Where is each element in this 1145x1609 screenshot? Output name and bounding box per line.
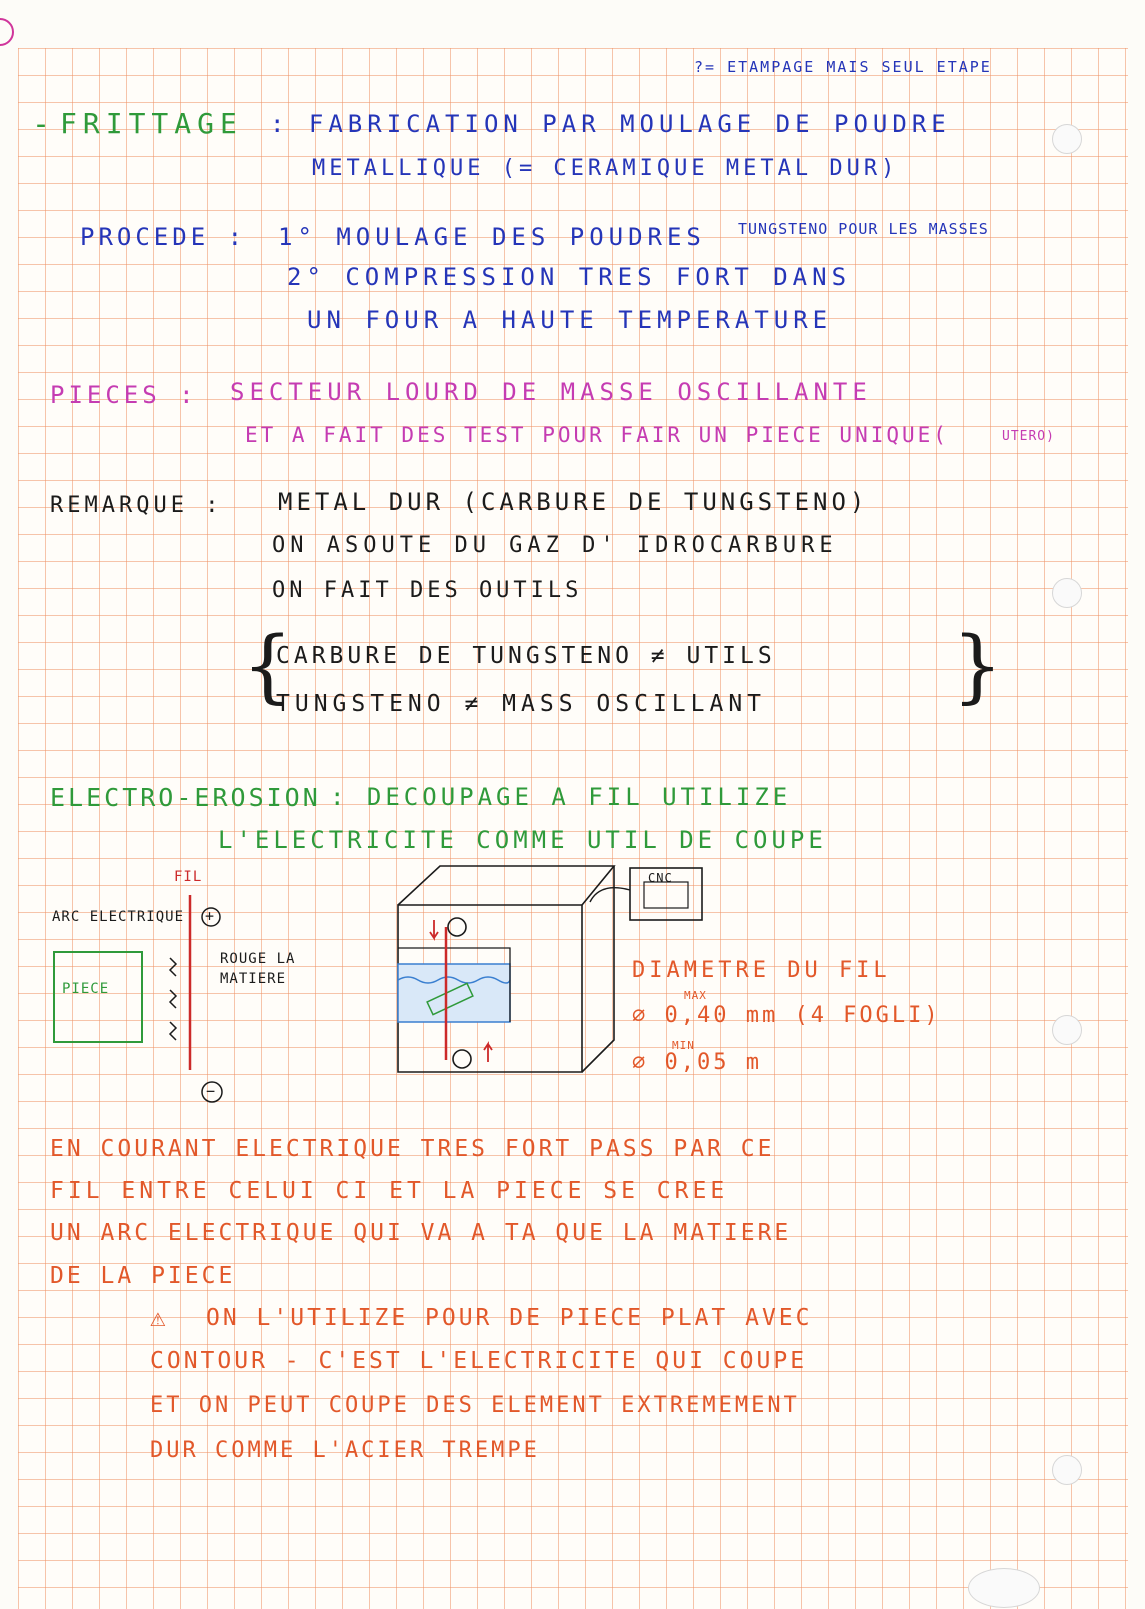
cnc-label: CNC (648, 871, 673, 885)
section-title-electro-erosion: ELECTRO-EROSION (50, 783, 321, 812)
electro-line-1: : DECOUPAGE A FIL UTILIZE (330, 783, 792, 811)
remarque-line-3: ON FAIT DES OUTILS (272, 578, 583, 603)
plus-label: + (205, 907, 215, 925)
rouge-line-2: MATIERE (220, 971, 287, 987)
procede-step-1: 1° MOULAGE DES POUDRES (278, 223, 706, 251)
frittage-line-2: METALLIQUE (= CERAMIQUE METAL DUR) (312, 156, 899, 181)
pieces-line-2: ET A FAIT DES TEST POUR FAIR UN PIECE UNIQUE( (245, 423, 949, 447)
machine-top (398, 866, 614, 905)
note-line-3: ET ON PEUT COUPE DES ELEMENT EXTREMEMENT (150, 1393, 800, 1418)
min-label: MIN (672, 1039, 695, 1052)
explanation-line-1: EN COURANT ELECTRIQUE TRES FORT PASS PAR CE (50, 1136, 775, 1162)
max-label: MAX (684, 989, 707, 1002)
pieces-label: PIECES : (50, 381, 198, 409)
procede-step-1-small: TUNGSTENO POUR LES MASSES (738, 220, 989, 238)
left-brace: { (242, 619, 293, 712)
brace-line-2: TUNGSTENO ≠ MASS OSCILLANT (276, 691, 767, 717)
procede-step-2b: UN FOUR A HAUTE TEMPERATURE (307, 306, 833, 334)
note-line-2: CONTOUR - C'EST L'ELECTRICITE QUI COUPE (150, 1348, 808, 1374)
explanation-line-2: FIL ENTRE CELUI CI ET LA PIECE SE CREE (50, 1178, 729, 1204)
note-line-1: ON L'UTILIZE POUR DE PIECE PLAT AVEC (206, 1305, 813, 1331)
min-value: ∅ 0,05 m (632, 1050, 762, 1075)
pieces-line-1: SECTEUR LOURD DE MASSE OSCILLANTE (230, 378, 872, 406)
note-line-4: DUR COMME L'ACIER TREMPE (150, 1438, 540, 1463)
brace-line-1: CARBURE DE TUNGSTENO ≠ UTILS (276, 643, 776, 669)
down-arrow-icon (430, 920, 438, 938)
remarque-label: REMARQUE : (50, 493, 223, 518)
max-value: ∅ 0,40 mm (4 FOGLI) (632, 1003, 941, 1028)
spark-icon (170, 958, 176, 1040)
section-title-frittage: FRITTAGE (60, 107, 243, 140)
piece-outline (54, 952, 142, 1042)
minus-label: − (206, 1082, 216, 1100)
explanation-line-4: DE LA PIECE (50, 1263, 236, 1289)
bottom-pulley-icon (453, 1050, 471, 1068)
machine-side (582, 866, 614, 1072)
side-note: ?= ETAMPAGE MAIS SEUL ETAPE (694, 58, 992, 76)
right-brace: } (952, 619, 1003, 712)
piece-label: PIECE (62, 981, 110, 997)
explanation-line-3: UN ARC ELECTRIQUE QUI VA A TA QUE LA MATIERE (50, 1220, 792, 1246)
cnc-cable (590, 888, 630, 902)
frittage-line-1: : FABRICATION PAR MOULAGE DE POUDRE (270, 110, 951, 138)
arc-electrique-label: ARC ELECTRIQUE (52, 909, 185, 925)
cnc-screen (644, 882, 688, 908)
top-pulley-icon (448, 918, 466, 936)
warning-icon: ⚠ (150, 1303, 166, 1333)
remarque-line-1: METAL DUR (CARBURE DE TUNGSTENO) (278, 488, 869, 516)
diametre-title: DIAMETRE DU FIL (632, 958, 891, 983)
electro-line-2: L'ELECTRICITE COMME UTIL DE COUPE (218, 826, 827, 854)
rouge-line-1: ROUGE LA (220, 951, 296, 967)
procede-step-2a: 2° COMPRESSION TRES FORT DANS (287, 263, 852, 291)
water-tank (398, 964, 510, 1022)
fil-label: FIL (174, 869, 203, 885)
remarque-line-2: ON ASOUTE DU GAZ D' IDROCARBURE (272, 533, 838, 558)
procede-label: PROCEDE : (80, 223, 247, 251)
bullet-dash: - (32, 107, 55, 142)
pieces-line-2-end: UTERO) (1002, 429, 1055, 444)
up-arrow-icon (484, 1044, 492, 1062)
